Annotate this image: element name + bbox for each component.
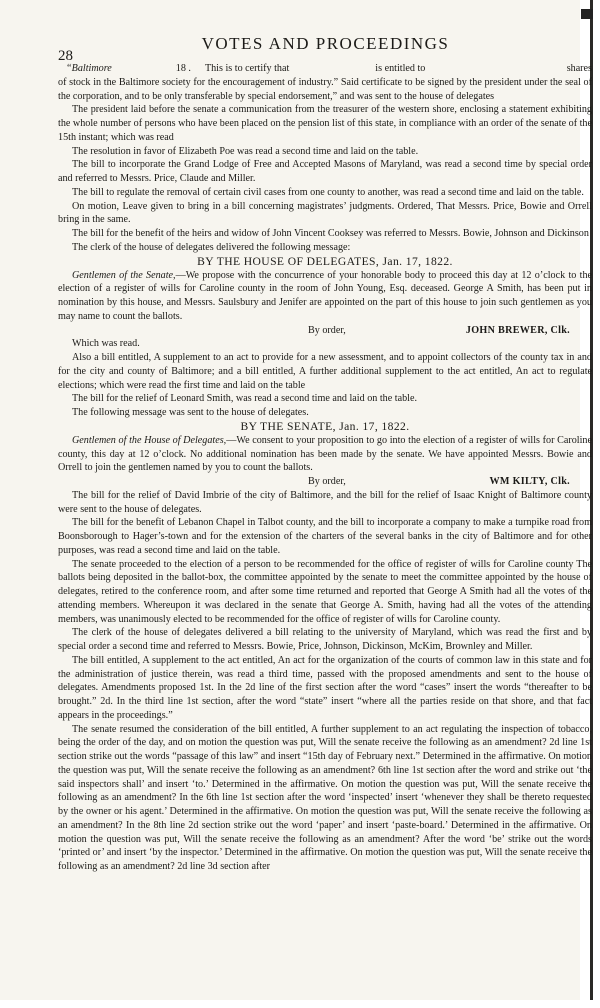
certificate-number: 18 . [175,63,191,74]
message-text: —We consent to your proposition to go into the election of a register of wills for Caroline county, this day at 12 o’clock. No additional nomination has been made by the senate. We have appointed Messrs. Bowie and Orrell to join the gentlemen named by you to count the ballots. [58,434,592,474]
paragraph: The bill to incorporate the Grand Lodge of Free and Accepted Masons of Maryland, was read a second time by special order and referred to Messrs. Price, Claude and Miller. [58,159,592,184]
paragraph: The bill for the benefit of Lebanon Chapel in Talbot county, and the bill to incorporate a company to make a turnpike road from Boonsborough to Hager’s-town and for the extension of the charters of the several banks in the city of Baltimore and for other purposes, was read a second time and laid on the table. [58,517,592,556]
page-body [58,62,592,874]
certificate-form-line [58,62,592,76]
paragraph: The bill entitled, A supplement to the act entitled, An act for the organization of the courts of common law in this state and for the administration of justice therein, was read a third time, passed with the proposed amendments and sent to the house of delegates. Amendments proposed 1st. In the 2d line of the first section after the word “cases” insert the words “thereafter to be brought.” 2d. In the third line 1st section, after the word “state” insert “where all the parties reside on that shore, and that fact appears in the proceedings.” [58,654,592,721]
paragraph: The bill for the relief of David Imbrie of the city of Baltimore, and the bill for the relief of Isaac Knight of Baltimore county were sent to the house of delegates. [58,489,592,515]
paragraph: The bill for the relief of Leonard Smith, was read a second time and laid on the table. [72,393,417,405]
running-head: VOTES AND PROCEEDINGS [201,34,450,53]
message-house-body [58,269,592,324]
paragraph: of stock in the Baltimore society for the encouragement of industry.” Said certificate to be signed by the president under the seal of the corporation, and to be only transferable by special endorsement,” and was sent to the house of delegates [58,76,592,102]
paragraph: The bill for the benefit of the heirs and widow of John Vincent Cooksey was referred to Messrs. Bowie, Johnson and Dickinson [72,228,589,239]
message-heading-senate: BY THE SENATE, Jan. 17, 1822. [240,419,410,433]
certificate-lead: “Baltimore [66,63,112,74]
binding-tab-mark [581,9,593,19]
paragraph: The bill to regulate the removal of certain civil cases from one county to another, was read a second time and laid on the table. [72,186,584,198]
certificate-shares: shares [566,63,592,74]
clerk-signature: JOHN BREWER, Clk. [465,324,570,336]
paragraph: On motion, Leave given to bring in a bill concerning magistrates’ judgments. Ordered, That Messrs. Price, Bowie and Orrell bring in the same. [58,200,592,226]
paragraph: The senate proceeded to the election of a person to be recommended for the office of register of wills for Caroline county The ballots being deposited in the ballot-box, the committee appointed by the senate to meet the committee appointed by the house of delegates, retired to the conference room, and after some time returned and reported that George A Smith had all the votes of the attending members. Whereupon it was declared in the senate that George A. Smith, having had all the votes of the attending members, was unanimously elected to be recommended for the office of register of wills for Caroline county. [58,558,592,625]
clerk-signature: WM KILTY, Clk. [489,476,570,487]
by-order: By order, [308,476,346,487]
certificate-text: This is to certify that [204,63,290,74]
signature-line [58,475,592,489]
message-text: —We propose with the concurrence of your honorable body to proceed this day at 12 o’clock to the election of a register of wills for Caroline county in the room of John Young, Esq. deceased. George A Smith, has been put in nomination by this house, and Messrs. Saulsbury and Jenifer are appointed on the part of this house to join such gentlemen as you may name to count the ballots. [58,269,593,322]
paragraph: The senate resumed the consideration of the bill entitled, A further supplement to an act regulating the inspection of tobacco, being the order of the day, and on motion the question was put, Will the senate receive the following as an amendment? 2d line 1st section strike out the words “passage of this law” and insert “15th day of February next.” Determined in the affirmative. On motion the question was put, Will the senate receive the following as an amendment? 6th line 1st section after the word and strike out ‘the said inspectors shall’ and insert ‘to.’ Determined in the affirmative. On motion the question was put, Will the senate receive the following as an amendment? In the 6th line 1st section after the word ‘inspected’ insert ‘whenever they shall be thereto requested by the owner or his agent.’ Determined in the affirmative. On motion the question was put, Will the senate receive the following as an amendment? In the 8th line 2d section strike out the word ‘paper’ and insert ‘paste-board.’ Determined in the affirmative. On motion the question was put, Will the senate receive the following as an amendment? After the word ‘be’ strike out the words ‘printed or’ and insert ‘by the inspector.’ Determined in the affirmative. On motion the question was put, Will the senate receive the following as an amendment? 2d line 3d section after [58,723,592,872]
scan-bottom-margin [0,1000,600,1008]
message-senate-body [58,434,592,475]
paragraph: The following message was sent to the house of delegates. [72,407,309,418]
paragraph: The resolution in favor of Elizabeth Poe was read a second time and laid on the table. [72,145,419,157]
page-number: 28 [58,48,73,64]
signature-line [58,324,592,338]
certificate-entitled: is entitled to [375,63,426,74]
message-heading-house: BY THE HOUSE OF DELEGATES, Jan. 17, 1822. [197,254,453,268]
message-address: Gentlemen of the Senate, [72,269,176,281]
paragraph: The clerk of the house of delegates delivered the following message: [72,241,351,253]
message-address: Gentlemen of the House of Delegates, [72,434,227,446]
by-order: By order, [308,324,346,336]
paragraph: Which was read. [72,338,140,350]
paragraph: The clerk of the house of delegates delivered a bill relating to the university of Maryland, which was read the first and by special order a second time and referred to Messrs. Bowie, Price, Johnson, Dickinson, McKim, Brownley and Miller. [58,627,592,652]
paragraph: The president laid before the senate a communication from the treasurer of the western shore, enclosing a statement exhibiting the whole number of persons who have been placed on the pension list of this state, in compliance with an order of the senate of the 15th instant; which was read [58,104,592,143]
paragraph: Also a bill entitled, A supplement to an act to provide for a new assessment, and to appoint collectors of the county tax in and for the city and county of Baltimore; and a bill entitled, A further additional supplement to the act entitled, An act to regulate elections; which were read the first time and laid on the table [58,352,592,391]
